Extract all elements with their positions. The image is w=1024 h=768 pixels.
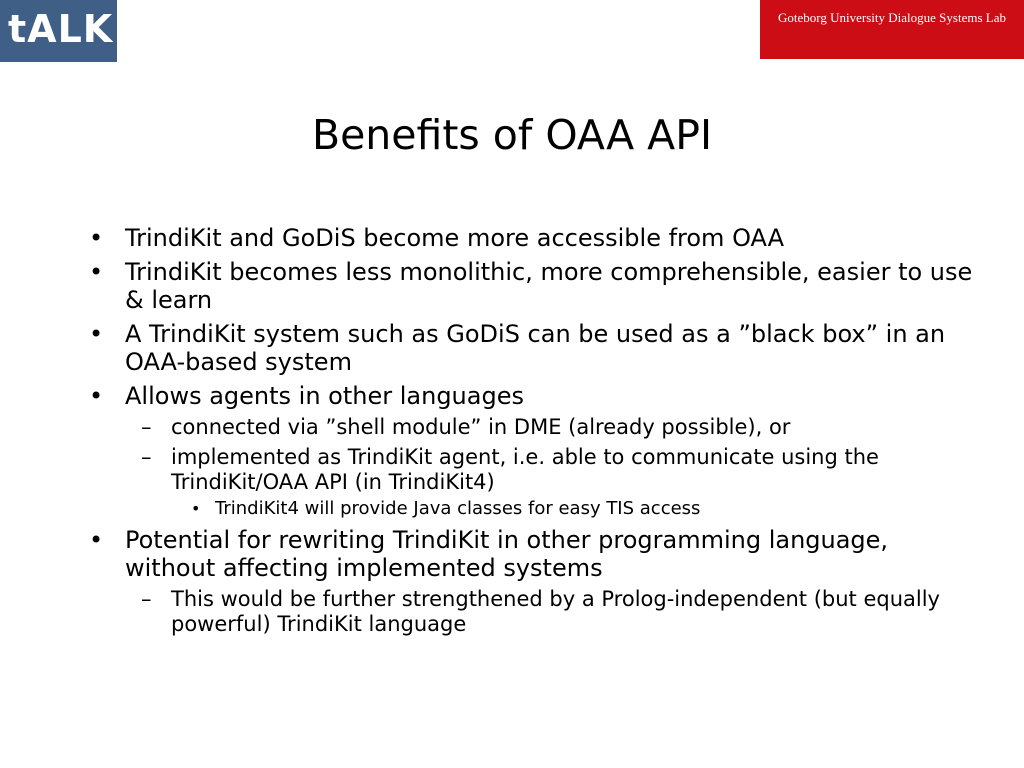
talk-logo xyxy=(0,0,117,62)
slide-title: Benefits of OAA API xyxy=(311,111,713,159)
bullet-item xyxy=(83,526,983,582)
bullet-text: TrindiKit and GoDiS become more accessible from OAA xyxy=(125,224,785,252)
bullet-text: Allows agents in other languages xyxy=(125,382,524,410)
bullet-text: TrindiKit becomes less monolithic, more comprehensible, easier to use & learn xyxy=(125,258,973,314)
sub-bullet-text: connected via ”shell module” in DME (already possible), or xyxy=(171,415,791,439)
sub-sub-bullet-item xyxy=(83,498,983,520)
bullet-marker: • xyxy=(191,499,201,518)
bullet-text: Potential for rewriting TrindiKit in other programming language, without affecting implemented systems xyxy=(125,526,889,582)
bullet-marker: • xyxy=(89,382,104,410)
bullet-item xyxy=(83,224,983,252)
bullet-text: A TrindiKit system such as GoDiS can be used as a ”black box” in an OAA-based system xyxy=(125,320,946,376)
bullet-list xyxy=(83,224,983,637)
dash-marker: – xyxy=(141,445,152,469)
dash-marker: – xyxy=(141,587,152,611)
bullet-item xyxy=(83,258,983,314)
sub-sub-bullet-text: TrindiKit4 will provide Java classes for easy TIS access xyxy=(215,498,701,519)
bullet-marker: • xyxy=(89,320,104,348)
lab-banner xyxy=(760,0,1024,59)
bullet-item xyxy=(83,320,983,376)
sub-bullet-text: implemented as TrindiKit agent, i.e. able to communicate using the TrindiKit/OAA API (in TrindiKit4) xyxy=(171,445,879,494)
bullet-marker: • xyxy=(89,224,104,252)
sub-bullet-text: This would be further strengthened by a Prolog-independent (but equally powerful) TrindiKit language xyxy=(171,587,940,636)
bullet-item xyxy=(83,382,983,410)
talk-logo-text: tALK xyxy=(8,7,114,51)
lab-banner-text: Goteborg University Dialogue Systems Lab xyxy=(778,10,1006,25)
bullet-marker: • xyxy=(89,258,104,286)
sub-bullet-item xyxy=(83,587,983,637)
sub-bullet-item xyxy=(83,445,983,495)
sub-bullet-item xyxy=(83,415,983,440)
bullet-marker: • xyxy=(89,526,104,554)
dash-marker: – xyxy=(141,415,152,439)
